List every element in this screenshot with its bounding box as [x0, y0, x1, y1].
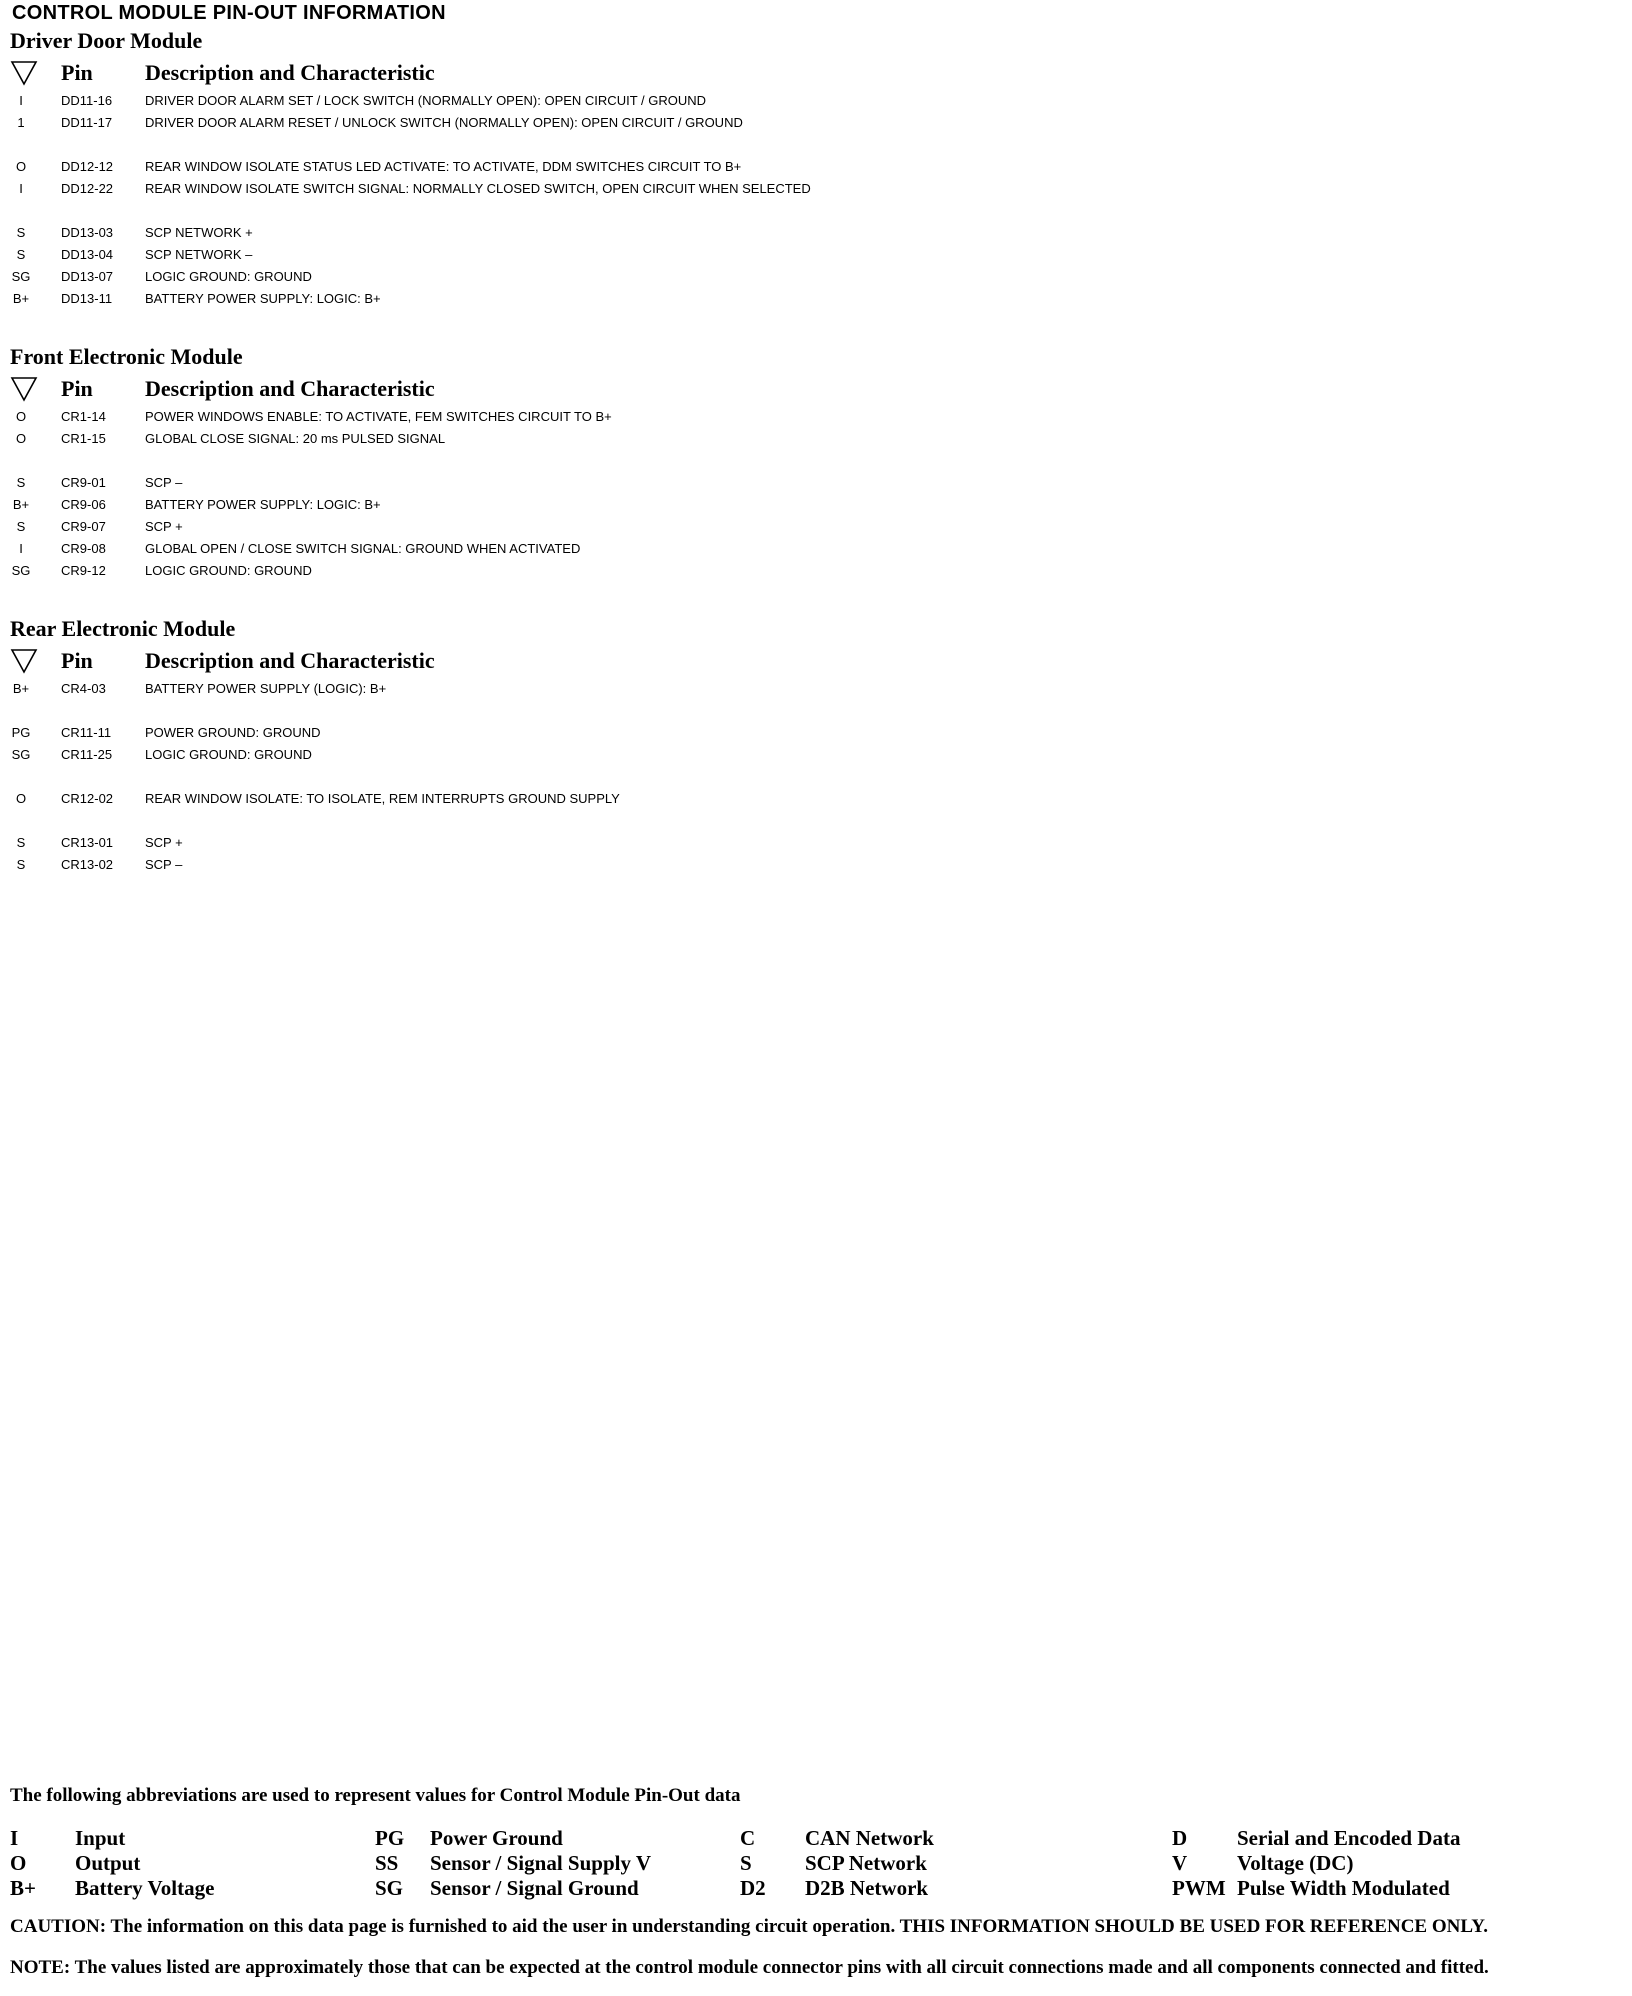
pin-description: LOGIC GROUND: GROUND — [145, 269, 312, 284]
pin-description: SCP + — [145, 835, 183, 850]
pin-type: S — [16, 519, 26, 534]
pin-id: CR9-06 — [61, 497, 106, 512]
pin-type: I — [19, 93, 23, 108]
pin-description: SCP NETWORK – — [145, 247, 253, 262]
pin-id: DD13-04 — [61, 247, 114, 262]
pin-description: REAR WINDOW ISOLATE: TO ISOLATE, REM INTERRUPTS GROUND SUPPLY — [145, 791, 620, 806]
abbreviation-code: B+ — [10, 1876, 36, 1900]
abbreviation-label: Serial and Encoded Data — [1237, 1826, 1461, 1850]
pin-id: CR9-12 — [61, 563, 106, 578]
note-text: NOTE: The values listed are approximately those that can be expected at the control module connector pins with all circuit connections made and all components connected and fitted. — [10, 1957, 1489, 1978]
pin-id: CR12-02 — [61, 791, 114, 806]
pin-type: B+ — [12, 681, 30, 696]
pin-id: CR13-01 — [61, 835, 114, 850]
pin-type: S — [16, 225, 26, 240]
triangle-icon — [10, 376, 38, 402]
abbreviation-label: SCP Network — [805, 1851, 927, 1875]
pin-id: CR4-03 — [61, 681, 106, 696]
abbreviations-legend — [10, 1825, 1610, 1905]
pin-description: POWER WINDOWS ENABLE: TO ACTIVATE, FEM SWITCHES CIRCUIT TO B+ — [145, 409, 612, 424]
pin-type: O — [15, 409, 27, 424]
abbreviation-code: SG — [375, 1876, 404, 1900]
pin-type: O — [15, 159, 27, 174]
pin-id: CR1-15 — [61, 431, 106, 446]
pin-id: CR1-14 — [61, 409, 106, 424]
header-description: Description and Characteristic — [145, 376, 435, 401]
pin-id: DD12-12 — [61, 159, 114, 174]
abbreviation-code: PG — [375, 1826, 405, 1850]
abbreviation-label: Input — [75, 1826, 126, 1850]
pin-description: REAR WINDOW ISOLATE STATUS LED ACTIVATE: TO ACTIVATE, DDM SWITCHES CIRCUIT TO B+ — [145, 159, 742, 174]
pin-description: SCP – — [145, 475, 183, 490]
pin-id: CR13-02 — [61, 857, 114, 872]
abbreviation-label: Power Ground — [430, 1826, 563, 1850]
page-title: CONTROL MODULE PIN-OUT INFORMATION — [12, 2, 446, 24]
pin-type: B+ — [12, 291, 30, 306]
abbreviation-code: O — [10, 1851, 27, 1875]
pin-description: POWER GROUND: GROUND — [145, 725, 321, 740]
pin-id: DD13-11 — [61, 291, 113, 306]
abbreviation-code: S — [740, 1851, 752, 1875]
pin-type: S — [16, 247, 26, 262]
header-pin: Pin — [61, 376, 93, 401]
abbreviation-label: Voltage (DC) — [1237, 1851, 1354, 1875]
abbreviation-label: Pulse Width Modulated — [1237, 1876, 1450, 1900]
pin-type: I — [19, 181, 23, 196]
pin-id: CR9-01 — [61, 475, 106, 490]
pin-type: I — [19, 541, 23, 556]
pin-rows — [10, 90, 1610, 310]
abbreviation-code: C — [740, 1826, 756, 1850]
pin-type: SG — [11, 269, 31, 284]
section-title: Rear Electronic Module — [10, 616, 236, 641]
pin-type: B+ — [12, 497, 30, 512]
column-header — [10, 644, 1610, 678]
abbreviation-code: PWM — [1172, 1876, 1226, 1900]
abbreviation-code: D2 — [740, 1876, 766, 1900]
pin-type: O — [15, 791, 27, 806]
pin-description: DRIVER DOOR ALARM SET / LOCK SWITCH (NORMALLY OPEN): OPEN CIRCUIT / GROUND — [145, 93, 707, 108]
pin-id: CR9-07 — [61, 519, 106, 534]
section-rear-electronic-module — [10, 614, 1610, 876]
section-driver-door-module — [10, 26, 1610, 310]
abbreviation-code: V — [1172, 1851, 1188, 1875]
abbreviation-code: SS — [375, 1851, 399, 1875]
pin-rows — [10, 406, 1610, 582]
pin-description: LOGIC GROUND: GROUND — [145, 747, 312, 762]
pin-type: S — [16, 475, 26, 490]
pin-description: GLOBAL OPEN / CLOSE SWITCH SIGNAL: GROUND WHEN ACTIVATED — [145, 541, 581, 556]
pin-description: DRIVER DOOR ALARM RESET / UNLOCK SWITCH (NORMALLY OPEN): OPEN CIRCUIT / GROUND — [145, 115, 743, 130]
header-description: Description and Characteristic — [145, 648, 435, 673]
pin-description: BATTERY POWER SUPPLY (LOGIC): B+ — [145, 681, 387, 696]
pin-description: BATTERY POWER SUPPLY: LOGIC: B+ — [145, 291, 381, 306]
pin-description: REAR WINDOW ISOLATE SWITCH SIGNAL: NORMALLY CLOSED SWITCH, OPEN CIRCUIT WHEN SELECTED — [145, 181, 811, 196]
triangle-icon — [10, 60, 38, 86]
pin-description: SCP – — [145, 857, 183, 872]
abbreviation-label: CAN Network — [805, 1826, 934, 1850]
pin-description: SCP + — [145, 519, 183, 534]
pin-id: DD11-17 — [61, 115, 113, 130]
triangle-icon — [10, 648, 38, 674]
abbreviation-code: D — [1172, 1826, 1188, 1850]
pin-type: PG — [11, 725, 31, 740]
abbreviation-label: Sensor / Signal Ground — [430, 1876, 639, 1900]
header-description: Description and Characteristic — [145, 60, 435, 85]
pin-id: DD13-03 — [61, 225, 114, 240]
pin-type: SG — [11, 563, 31, 578]
pin-type: 1 — [17, 115, 25, 130]
header-pin: Pin — [61, 60, 93, 85]
section-front-electronic-module — [10, 342, 1610, 582]
pin-description: BATTERY POWER SUPPLY: LOGIC: B+ — [145, 497, 381, 512]
pin-type: S — [16, 835, 26, 850]
pin-description: GLOBAL CLOSE SIGNAL: 20 ms PULSED SIGNAL — [145, 431, 446, 446]
pin-id: CR9-08 — [61, 541, 106, 556]
caution-text: CAUTION: The information on this data page is furnished to aid the user in understanding circuit operation. THIS INFORMATION SHOULD BE USED FOR REFERENCE ONLY. — [10, 1916, 1489, 1937]
pin-id: CR11-11 — [61, 725, 112, 740]
abbreviation-label: Battery Voltage — [75, 1876, 215, 1900]
pin-type: O — [15, 431, 27, 446]
abbreviation-label: D2B Network — [805, 1876, 929, 1900]
pin-id: DD13-07 — [61, 269, 114, 284]
section-title: Front Electronic Module — [10, 344, 243, 369]
abbreviation-label: Sensor / Signal Supply V — [430, 1851, 651, 1875]
section-title: Driver Door Module — [10, 28, 203, 53]
abbreviation-code: I — [10, 1826, 19, 1850]
pin-type: S — [16, 857, 26, 872]
header-pin: Pin — [61, 648, 93, 673]
pin-id: DD12-22 — [61, 181, 114, 196]
abbreviation-label: Output — [75, 1851, 141, 1875]
pin-id: CR11-25 — [61, 747, 113, 762]
pin-type: SG — [11, 747, 31, 762]
pin-description: SCP NETWORK + — [145, 225, 253, 240]
pin-rows — [10, 678, 1610, 876]
column-header — [10, 56, 1610, 90]
column-header — [10, 372, 1610, 406]
pin-id: DD11-16 — [61, 93, 113, 108]
abbreviations-intro: The following abbreviations are used to represent values for Control Module Pin-Out data — [10, 1785, 741, 1806]
pin-description: LOGIC GROUND: GROUND — [145, 563, 312, 578]
